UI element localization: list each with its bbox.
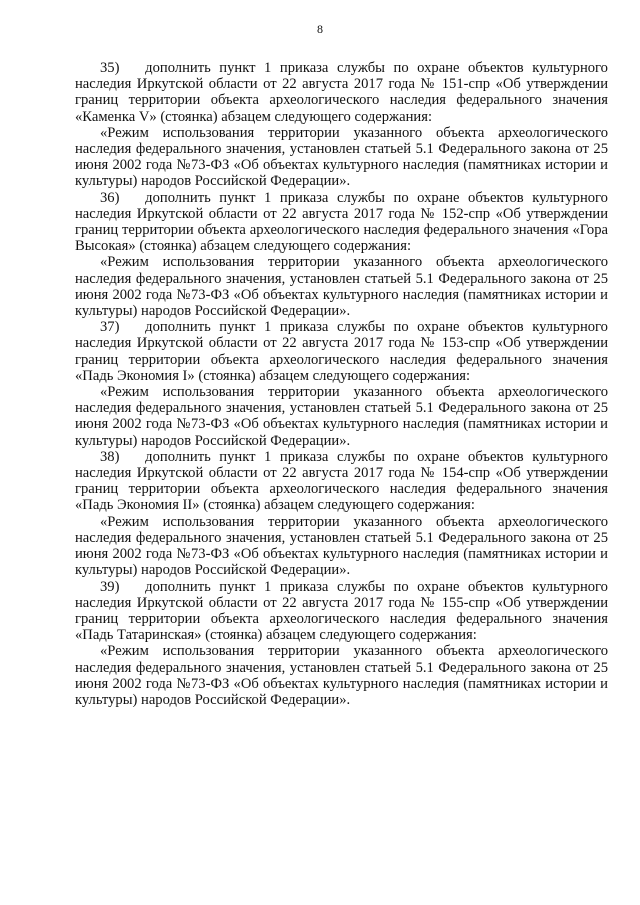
item-number: 39) xyxy=(100,578,120,595)
list-item-36 xyxy=(75,190,608,255)
item-text: дополнить пункт 1 приказа службы по охране объектов культурного наследия Иркутской области от 22 августа 2017 года № 154-спр «Об утверждении границ территории объекта археологического наследия федерального значения «Падь Экономия II» (стоянка) абзацем следующего содержания: xyxy=(75,448,608,514)
item-quote: «Режим использования территории указанного объекта археологического наследия федерального значения, установлен статьей 5.1 Федерального закона от 25 июня 2002 года №73-ФЗ «Об объектах культурного наследия (памятниках истории и культуры) народов Российской Федерации». xyxy=(75,124,608,190)
page-number: 8 xyxy=(317,22,323,36)
item-text: дополнить пункт 1 приказа службы по охране объектов культурного наследия Иркутской области от 22 августа 2017 года № 151-спр «Об утверждении границ территории объекта археологического наследия федерального значения «Каменка V» (стоянка) абзацем следующего содержания: xyxy=(75,60,608,125)
list-item-37 xyxy=(75,319,608,384)
list-item-35 xyxy=(75,60,608,125)
item-text: дополнить пункт 1 приказа службы по охране объектов культурного наследия Иркутской области от 22 августа 2017 года № 153-спр «Об утверждении границ территории объекта археологического наследия федерального значения «Падь Экономия I» (стоянка) абзацем следующего содержания: xyxy=(75,319,608,384)
list-item-38 xyxy=(75,449,608,514)
item-quote: «Режим использования территории указанного объекта археологического наследия федерального значения, установлен статьей 5.1 Федерального закона от 25 июня 2002 года №73-ФЗ «Об объектах культурного наследия (памятниках истории и культуры) народов Российской Федерации». xyxy=(75,384,608,449)
item-quote: «Режим использования территории указанного объекта археологического наследия федерального значения, установлен статьей 5.1 Федерального закона от 25 июня 2002 года №73-ФЗ «Об объектах культурного наследия (памятниках истории и культуры) народов Российской Федерации». xyxy=(75,254,608,320)
document-body xyxy=(75,60,608,708)
item-quote: «Режим использования территории указанного объекта археологического наследия федерального значения, установлен статьей 5.1 Федерального закона от 25 июня 2002 года №73-ФЗ «Об объектах культурного наследия (памятниках истории и культуры) народов Российской Федерации». xyxy=(75,513,608,579)
item-quote: «Режим использования территории указанного объекта археологического наследия федерального значения, установлен статьей 5.1 Федерального закона от 25 июня 2002 года №73-ФЗ «Об объектах культурного наследия (памятниках истории и культуры) народов Российской Федерации». xyxy=(75,643,608,708)
item-text: дополнить пункт 1 приказа службы по охране объектов культурного наследия Иркутской области от 22 августа 2017 года № 155-спр «Об утверждении границ территории объекта археологического наследия федерального значения «Падь Татаринская» (стоянка) абзацем следующего содержания: xyxy=(75,578,608,644)
item-number: 36) xyxy=(100,189,120,206)
item-number: 35) xyxy=(100,60,120,76)
item-number: 38) xyxy=(100,448,120,465)
item-number: 37) xyxy=(100,319,120,336)
list-item-39 xyxy=(75,579,608,644)
item-text: дополнить пункт 1 приказа службы по охране объектов культурного наследия Иркутской области от 22 августа 2017 года № 152-спр «Об утверждении границ территории объекта археологического наследия федерального значения «Гора Высокая» (стоянка) абзацем следующего содержания: xyxy=(75,189,608,255)
